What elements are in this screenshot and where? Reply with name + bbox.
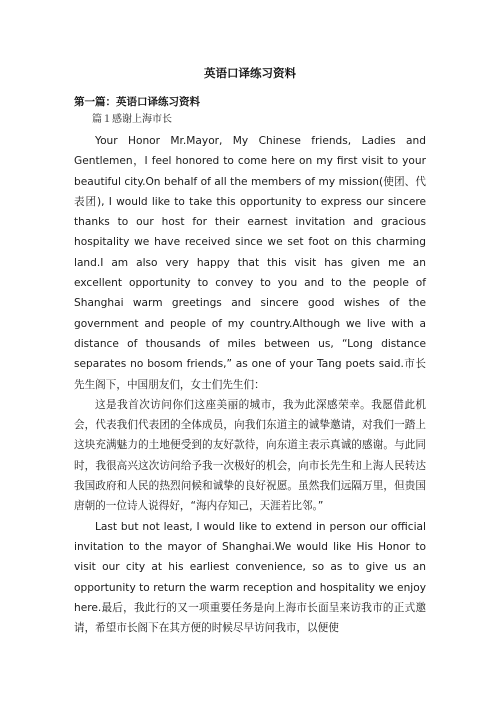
paragraph-chinese-translation: 这是我首次访问你们这座美丽的城市，我为此深感荣幸。我愿借此机会，代表我们代表团的全体成员，向我们东道主的诚挚邀请，对我们一踏上这块充满魅力的土地便受到的友好款待，向东道主表示真诚的感谢。与此同时，我很高兴这次访问给予我一次极好的机会，向市长先生和上海人民转达我国政府和人民的热烈问候和诚挚的良好祝愿。虽然我们远隔万里，但贵国唐朝的一位诗人说得好，“海内存知己，天涯若比邻。”	[74, 398, 426, 513]
paragraph-closing-invitation: Last but not least, I would like to extend in person our official invitation to the mayor of Shanghai.We would like His Honor to visit our city at his earliest convenience, so as to give us an opportunity to return the warm reception and hospitality we enjoy here.最后，我此行的又一项重要任务是向上海市长面呈来访我市的正式邀请，希望市长阁下在其方便的时候尽早访问我市，以便使	[74, 520, 426, 635]
document-body	[74, 131, 426, 638]
document-title: 英语口译练习资料	[204, 66, 296, 80]
chapter-heading: 第一篇：英语口译练习资料	[74, 96, 200, 108]
paragraph-english-intro: Your Honor Mr.Mayor, My Chinese friends, Ladies and Gentlemen，I feel honored to come here on my first visit to your beautiful city.On behalf of all the members of my mission(使团、代表团), I would like to take this opportunity to express our sincere thanks to our host for their earnest invitation and gracious hospitality we have received since we set foot on this charming land.I am also very happy that this visit has given me an excellent opportunity to convey to you and to the people of Shanghai warm greetings and sincere good wishes of the government and people of my country.Although we live with a distance of thousands of miles between us, “Long distance separates no bosom friends,” as one of your Tang poets said.市长先生阁下，中国朋友们，女士们先生们：	[74, 135, 426, 391]
section-heading: 篇１感谢上海市长	[92, 114, 172, 125]
